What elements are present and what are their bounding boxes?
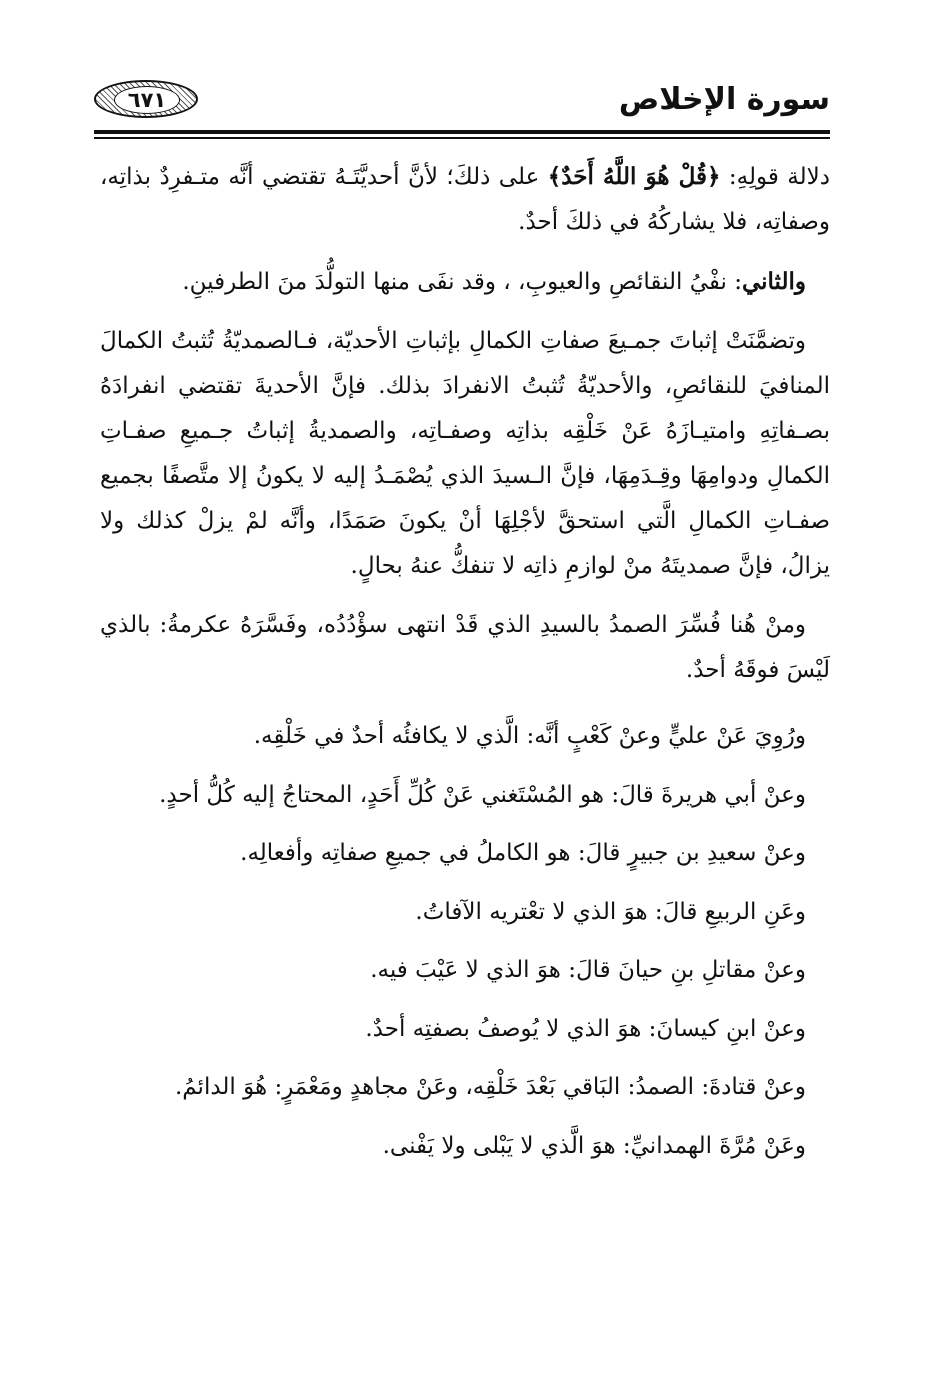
paragraph-2-rest: : نفْيُ النقائصِ والعيوبِ، ، وقد نفَى منها التولُّدَ منَ الطرفينِ. [182, 269, 742, 295]
narration-item: وعنْ مقاتلِ بنِ حيانَ قالَ: هوَ الذي لا عَيْبَ فيه. [370, 957, 806, 983]
header-rule-thick [94, 130, 830, 134]
page-number-badge [94, 80, 198, 118]
paragraph-1-prefix: دلالة قولِهِ: [720, 164, 830, 190]
paragraph-3: وتضمَّنَتْ إثباتَ جمـيعَ صفاتِ الكمالِ بإثباتِ الأحديّة، فـالصمديّةُ تُثبتُ الكمالَ المنافيَ للنقائصِ، والأحديّةُ تُثبتُ الانفرادَ بذلك. فإنَّ الأحديةَ تقتضي انفرادَهُ بصـفاتِهِ وامتيـازَهُ عَنْ خَلْقِه بذاتِه وصفـاتِه، والصمديةُ إثباتُ جـميعِ صفـاتِ الكمالِ ودوامِهَا وقِـدَمِهَا، فإنَّ الـسيدَ الذي يُصْمَـدُ إليه لا يكونُ إلا متَّصفًا بجميع صفـاتِ الكمالِ الَّتي استحقَّ لأجْلِهَا أنْ يكونَ صَمَدًا، وأنَّه لمْ يزلْ كذلك ولا يزالُ، فإنَّ صمديتَهُ منْ لوازمِ ذاتِه لا تنفكُّ عنهُ بحالٍ. [100, 328, 830, 579]
header-rule-thin [94, 137, 830, 139]
narration-item: وعنْ قتادةَ: الصمدُ: البَاقي بَعْدَ خَلْقِه، وعَنْ مجاهدٍ ومَعْمَرٍ: هُوَ الدائمُ. [174, 1074, 806, 1100]
paragraph-1 [100, 154, 830, 245]
narration-item: وعنْ أبي هريرةَ قالَ: هو المُسْتَغني عَنْ كُلِّ أَحَدٍ، المحتاجُ إليه كُلُّ أحدٍ. [159, 781, 806, 808]
page-number: ٦٧١ [114, 86, 180, 114]
paragraph-2-label: والثاني [741, 268, 806, 295]
narration-item: وعَنْ مُرَّةَ الهمدانيِّ: هوَ الَّذي لا يَبْلى ولا يَفْنى. [382, 1132, 806, 1159]
paragraph-4: ومنْ هُنا فُسِّرَ الصمدُ بالسيدِ الذي قَدْ انتهى سؤْدُدُه، وفَسَّرَهُ عكرمةُ: بالذي لَيْسَ فوقَهُ أحدٌ. [100, 612, 830, 683]
quran-bracket-close: ﴾ [547, 163, 562, 190]
quran-bracket-open: ﴿ [707, 163, 721, 190]
page-body [100, 154, 830, 1175]
paragraph-1-rest: على ذلكَ؛ لأنَّ أحديَّتَـهُ تقتضي أنَّه متـفرِدٌ بذاتِه، وصفاتِه، فلا يشاركُهُ في ذلكَ أحدٌ. [100, 164, 830, 235]
quran-verse: قُلْ هُوَ اللَّهُ أَحَدٌ [561, 163, 707, 190]
narration-item: ورُوِيَ عَنْ عليٍّ وعنْ كَعْبٍ أنَّه: الَّذي لا يكافئُه أحدٌ في خَلْقِه. [253, 723, 806, 749]
narration-item: وعنْ سعيدِ بن جبيرٍ قالَ: هو الكاملُ في جميعِ صفاتِه وأفعالِه. [240, 840, 806, 866]
surah-title: سورة الإخلاص [618, 82, 830, 117]
narration-item: وعنْ ابنِ كيسانَ: هوَ الذي لا يُوصفُ بصفتِه أحدٌ. [365, 1015, 806, 1042]
narration-item: وعَنِ الربيعِ قالَ: هوَ الذي لا تعْتريه الآفاتُ. [415, 898, 806, 925]
page-header [94, 78, 830, 126]
paragraph-2 [100, 259, 830, 305]
